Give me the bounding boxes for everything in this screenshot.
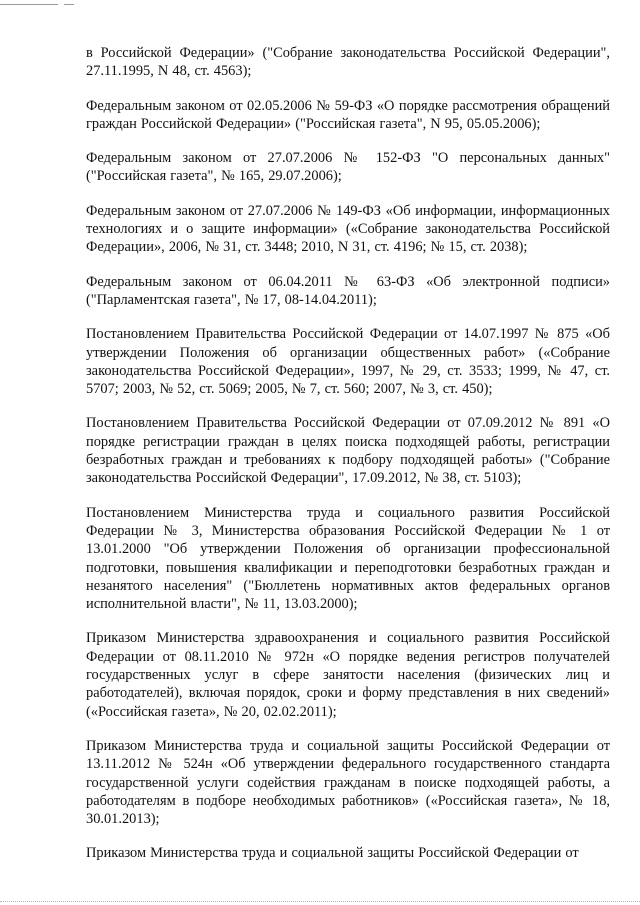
paragraph-resolution-875: Постановлением Правительства Российской Федерации от 14.07.1997 № 875 «Об утверждении Положения об организации общественных работ» («Собрание законодательства Российской Федерации», 1997, № 29, ст. 3533; 1999, № 47, ст. 5707; 2003, № 52, ст. 5069; 2005, № 7, ст. 560; 2007, № 3, ст. 450);	[86, 326, 610, 398]
paragraph-order-continued: Приказом Министерства труда и социальной защиты Российской Федерации от	[86, 845, 579, 862]
paragraph-law-59-fz: Федеральным законом от 02.05.2006 № 59-ФЗ «О порядке рассмотрения обращений граждан Российской Федерации» ("Российская газета", N 95, 05.05.2006);	[86, 97, 610, 132]
paragraph-order-972n: Приказом Министерства здравоохранения и социального развития Российской Федерации от 08.11.2010 № 972н «О порядке ведения регистров получателей государственных услуг в сфере занятости населения (физических лиц и работодателей), включая порядок, сроки и форму представления в них сведений» («Российская газета», № 20, 02.02.2011);	[86, 630, 610, 720]
paragraph-law-continuation: в Российской Федерации» ("Собрание законодательства Российской Федерации", 27.11.1995, N 48, ст. 4563);	[86, 45, 610, 80]
paragraph-law-149-fz: Федеральным законом от 27.07.2006 № 149-ФЗ «Об информации, информационных технологиях и о защите информации» («Собрание законодательства Российской Федерации», 2006, № 31, ст. 3448; 2010, N 31, ст. 4196; № 15, ст. 2038);	[86, 202, 610, 256]
paragraph-law-152-fz: Федеральным законом от 27.07.2006 № 152-ФЗ "О персональных данных" ("Российская газета", № 165, 29.07.2006);	[86, 150, 610, 185]
paragraph-resolution-ministry-3-1: Постановлением Министерства труда и социального развития Российской Федерации № 3, Министерства образования Российской Федерации № 1 от 13.01.2000 "Об утверждении Положения об организации профессиональной подготовки, повышения квалификации и переподготовки безработных граждан и незанятого населения" ("Бюллетень нормативных актов федеральных органов исполнительной власти", № 11, 13.03.2000);	[86, 504, 610, 613]
paragraph-resolution-891: Постановлением Правительства Российской Федерации от 07.09.2012 № 891 «О порядке регистрации граждан в целях поиска подходящей работы, регистрации безработных граждан и требованиях к подбору подходящей работы» ("Собрание законодательства Российской Федерации", 17.09.2012, № 38, ст. 5103);	[86, 415, 610, 487]
document-body	[86, 44, 610, 879]
paragraph-order-524n: Приказом Министерства труда и социальной защиты Российской Федерации от 13.11.2012 № 524н «Об утверждении федерального государственного стандарта государственной услуги содействия гражданам в поиске подходящей работы, а работодателям в подборе необходимых работников» («Российская газета», № 18, 30.01.2013);	[86, 737, 610, 828]
scan-edge-mark	[0, 4, 58, 5]
paragraph-law-63-fz: Федеральным законом от 06.04.2011 № 63-ФЗ «Об электронной подписи» ("Парламентская газета", № 17, 08-14.04.2011);	[86, 273, 610, 308]
scan-bottom-edge	[0, 901, 640, 902]
scan-edge-mark	[64, 4, 74, 5]
